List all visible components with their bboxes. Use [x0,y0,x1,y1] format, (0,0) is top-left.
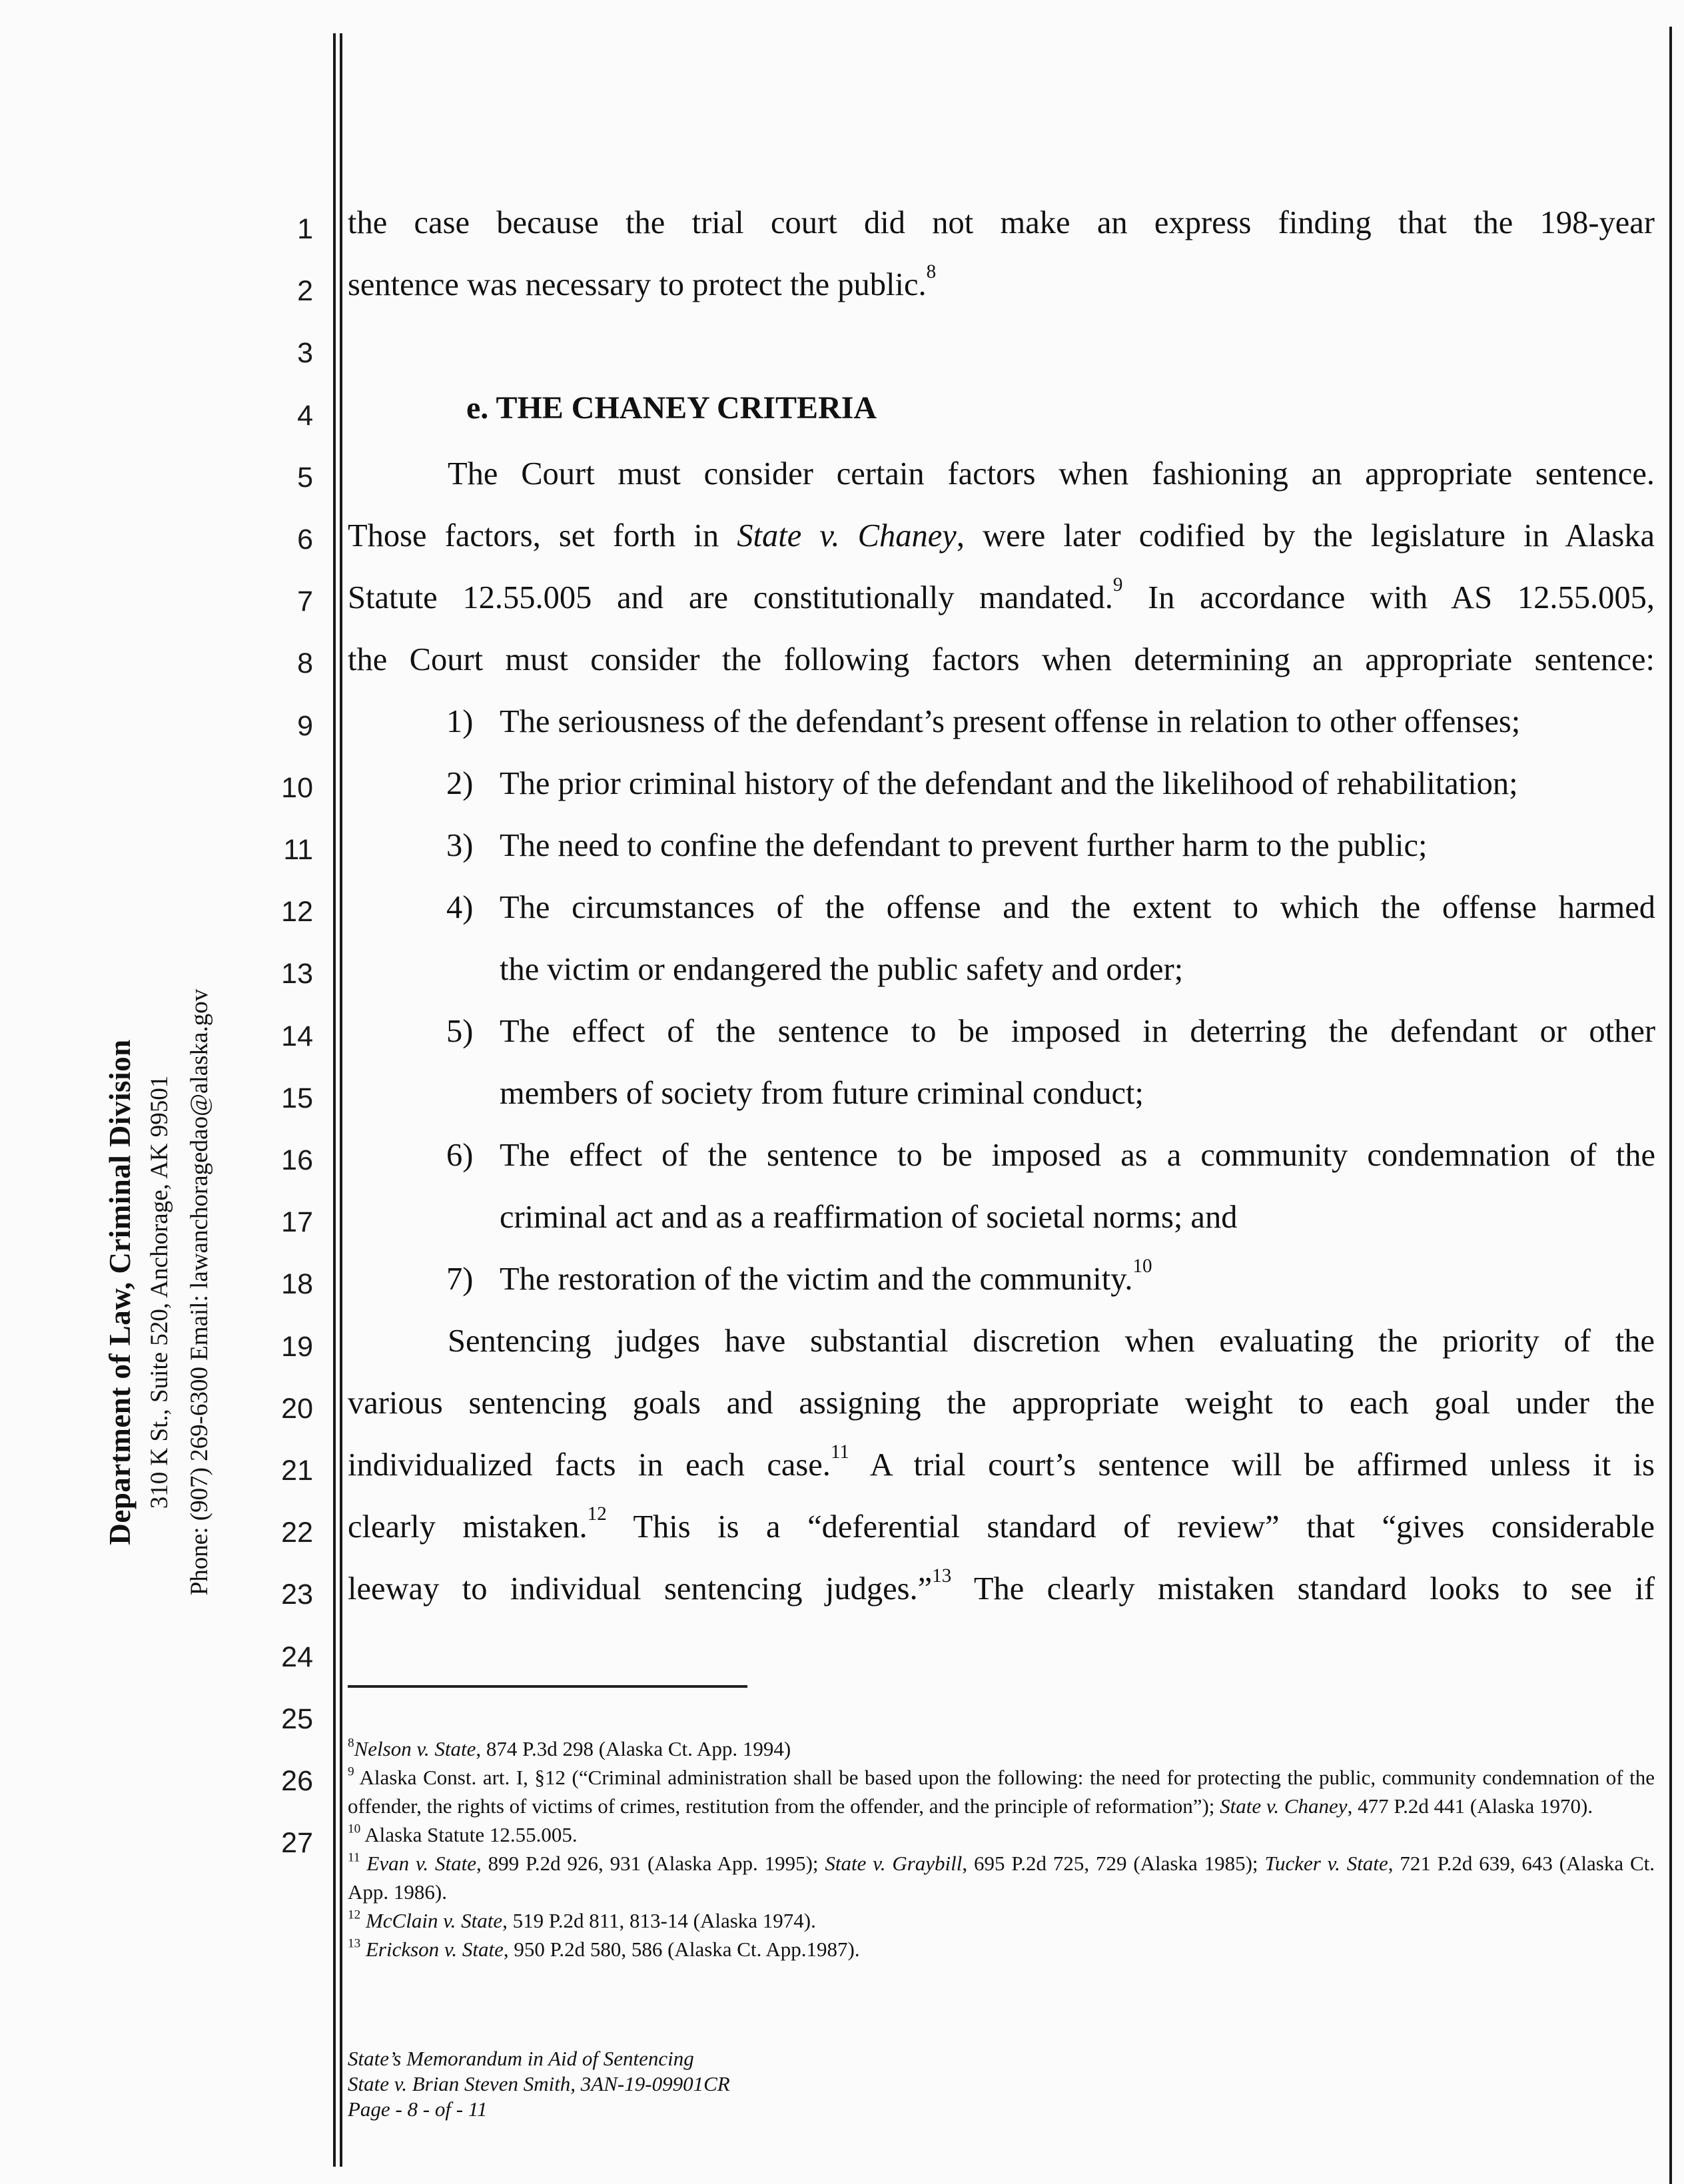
case-citation: McClain v. State [365,1909,503,1932]
factor-item [446,1124,1655,1187]
case-citation: State v. Chaney [737,518,957,553]
factor-item [446,815,1655,877]
factor-text: The circumstances of the offense and the extent to which the offense harmed [500,890,1655,925]
line-number: 4 [297,399,313,432]
left-margin-rule [333,33,336,2167]
footnote-ref[interactable]: 12 [587,1503,607,1525]
line-number: 15 [281,1082,313,1114]
footnote [348,1906,1655,1935]
line-number: 23 [281,1579,313,1611]
paragraph-line [348,1434,1655,1497]
text: A trial court’s sentence will be affirmed unless it is [849,1447,1655,1483]
factor-text: The prior criminal history of the defendant and the likelihood of rehabilitation; [500,766,1518,801]
footnote-number: 9 [348,1764,354,1779]
line-number: 24 [281,1640,313,1673]
footnote-ref[interactable]: 8 [926,260,937,282]
text: The clearly mistaken standard looks to see if [951,1571,1655,1607]
paragraph-line [348,567,1655,629]
factor-number: 1) [446,704,474,739]
line-number: 16 [281,1144,313,1176]
citation-text: Alaska Statute 12.55.005. [360,1823,578,1846]
citation-text: , 519 P.2d 811, 813-14 (Alaska 1974). [502,1909,816,1932]
case-citation: Nelson v. State [354,1737,476,1760]
line-number: 13 [281,958,313,990]
line-number: 9 [297,709,313,742]
factor-text: The effect of the sentence to be imposed as a community condemnation of the [500,1138,1655,1173]
footnote-separator [348,1685,747,1688]
footnote-number: 11 [348,1850,360,1865]
factor-item [446,753,1655,815]
citation-text: , 695 P.2d 725, 729 (Alaska 1985); [962,1852,1265,1875]
line-number: 11 [283,834,313,866]
case-caption: State v. Brian Steven Smith, 3AN-19-09901CR [348,2072,730,2095]
factor-item [446,877,1655,939]
footnote-number: 12 [348,1908,361,1922]
page-footer [348,2046,730,2122]
citation-text: , 874 P.3d 298 (Alaska Ct. App. 1994) [476,1737,791,1760]
factor-item [446,691,1655,753]
case-citation: Tucker v. State [1264,1852,1388,1875]
case-citation: Erickson v. State [365,1938,504,1961]
text: individualized facts in each case. [348,1447,831,1483]
sidebar-title: Department of Law, Criminal Division [103,1039,137,1545]
footnote-ref[interactable]: 11 [830,1441,849,1463]
factor-text: members of society from future criminal conduct; [500,1076,1144,1111]
text: This is a “deferential standard of review” that “gives considerable [606,1509,1655,1545]
factor-number: 2) [446,766,474,801]
line-number: 2 [297,275,313,308]
paragraph-line [348,505,1655,567]
factor-number: 5) [446,1014,474,1049]
document-title: State’s Memorandum in Aid of Sentencing [348,2047,694,2070]
line-number: 3 [297,337,313,370]
footnote-ref[interactable]: 13 [932,1565,952,1587]
line-number: 26 [281,1765,313,1797]
citation-text: , 721 P.2d 639, 643 (Alaska Ct. App. 1986). [348,1852,1655,1904]
sidebar-contact: Phone: (907) 269-6300 Email: lawanchoragedao@alaska.gov [186,988,213,1596]
text: In accordance with AS 12.55.005, [1122,580,1655,615]
paragraph-line [348,254,1655,316]
paragraph-line [348,1372,1655,1435]
line-number: 18 [281,1268,313,1301]
factor-number: 7) [446,1262,474,1297]
text: leeway to individual sentencing judges.” [348,1571,933,1607]
footnote-ref[interactable]: 9 [1112,573,1123,595]
factor-number: 6) [446,1138,474,1173]
text: the case because the trial court did not make an express finding that the 198-year [348,205,1655,240]
text: clearly mistaken. [348,1509,588,1545]
line-number: 1 [297,213,313,245]
line-number: 21 [281,1455,313,1487]
footnote [348,1820,1655,1849]
line-number: 27 [281,1827,313,1860]
factor-text: the victim or endangered the public safety and order; [500,952,1184,987]
line-number: 17 [281,1206,313,1239]
section-heading: e. THE CHANEY CRITERIA [466,390,877,426]
line-number: 8 [297,647,313,680]
text: the Court must consider the following factors when determining an appropriate sentence: [348,642,1655,677]
line-number: 20 [281,1392,313,1425]
citation-text: Alaska Const. art. I, §12 (“Criminal administration shall be based upon the following: the need for protecting the public, community condemnation of the offender, the rights of victims of crimes, restitution from the offender, and the principle of reformation”); [348,1766,1655,1818]
page-number: Page - 8 - of - 11 [348,2097,488,2121]
factor-text: criminal act and as a reaffirmation of societal norms; and [500,1200,1238,1235]
footnote [348,1849,1655,1906]
paragraph-line [348,443,1655,506]
footnote [348,1734,1655,1763]
case-citation: State v. Graybill [825,1852,963,1875]
paragraph-line [348,192,1655,254]
citation-text: , 950 P.2d 580, 586 (Alaska Ct. App.1987). [503,1938,860,1961]
line-number: 22 [281,1517,313,1549]
footnote-number: 13 [348,1936,361,1951]
sidebar-address: 310 K St., Suite 520, Anchorage, AK 99501 [146,1075,173,1509]
text: various sentencing goals and assigning the appropriate weight to each goal under the [348,1385,1655,1421]
line-number: 25 [281,1702,313,1735]
factor-number: 3) [446,828,474,863]
citation-text: , 899 P.2d 926, 931 (Alaska App. 1995); [476,1852,825,1875]
footnote-number: 10 [348,1822,361,1836]
line-number: 14 [281,1020,313,1052]
line-number: 12 [281,896,313,928]
text: Those factors, set forth in [348,518,737,553]
line-number: 7 [297,585,313,618]
line-number: 10 [281,771,313,804]
footnote [348,1935,1655,1964]
citation-text: , 477 P.2d 441 (Alaska 1970). [1347,1794,1593,1818]
factor-text: The need to confine the defendant to prevent further harm to the public; [500,828,1428,863]
paragraph-line [348,1558,1655,1621]
factor-item [446,1248,1655,1311]
text: Sentencing judges have substantial discretion when evaluating the priority of the [448,1323,1655,1359]
factor-number: 4) [446,890,474,925]
case-citation: State v. Chaney [1220,1794,1348,1818]
footnote-number: 8 [348,1736,354,1750]
footnotes [348,1734,1655,1964]
text: , were later codified by the legislature in Alaska [956,518,1655,553]
line-number: 5 [297,461,313,494]
factor-text: The seriousness of the defendant’s present offense in relation to other offenses; [500,704,1521,739]
case-citation: Evan v. State [366,1852,477,1875]
line-number: 19 [281,1330,313,1363]
factor-text: The effect of the sentence to be imposed in deterring the defendant or other [500,1014,1655,1049]
paragraph-line [348,1310,1655,1373]
factor-item [446,1000,1655,1063]
text: The Court must consider certain factors when fashioning an appropriate sentence. [448,456,1655,492]
paragraph-line [348,629,1655,691]
text: sentence was necessary to protect the public. [348,267,927,302]
footnote [348,1763,1655,1820]
text: Statute 12.55.005 and are constitutionally mandated. [348,580,1113,615]
left-margin-rule [340,33,342,2167]
right-margin-rule [1669,27,1672,2184]
paragraph-line [348,1496,1655,1559]
factor-text: The restoration of the victim and the community. [500,1262,1133,1297]
line-number: 6 [297,524,313,555]
footnote-ref[interactable]: 10 [1132,1255,1152,1277]
